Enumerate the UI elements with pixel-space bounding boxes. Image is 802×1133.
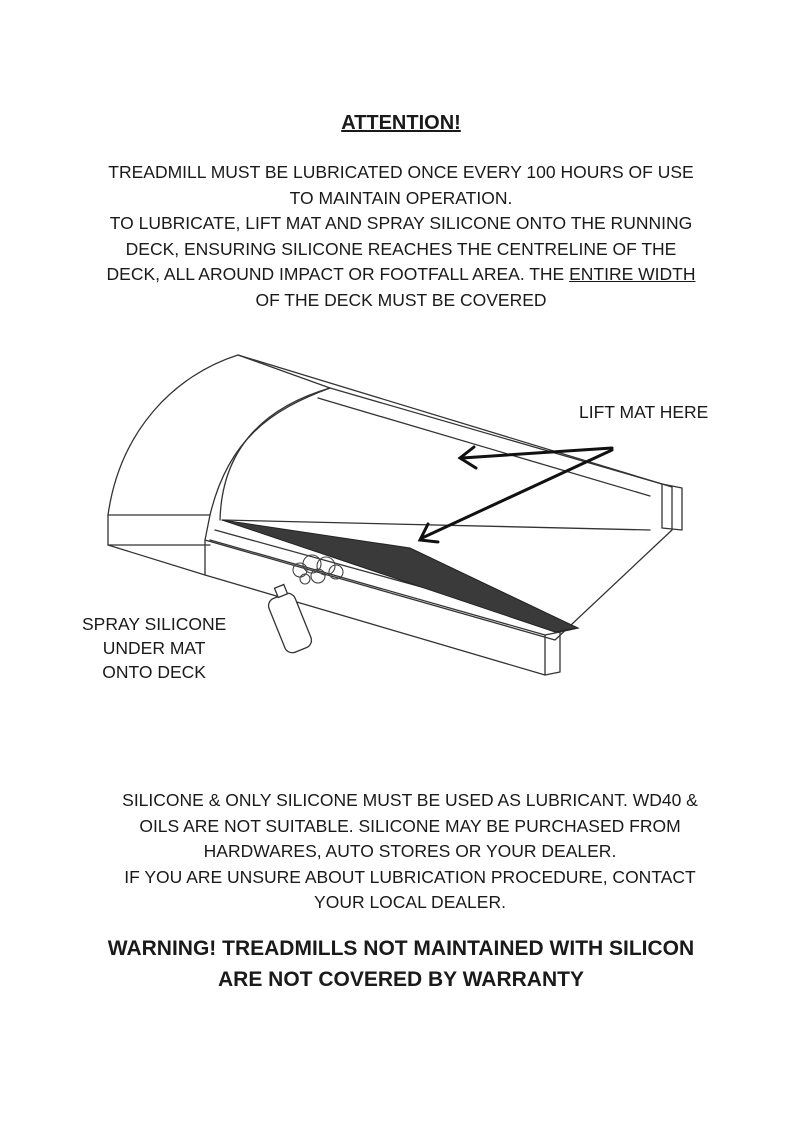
notice-line: HARDWARES, AUTO STORES OR YOUR DEALER. [203,841,617,861]
lifted-mat [220,388,330,520]
instruction-line: TO LUBRICATE, LIFT MAT AND SPRAY SILICONE ONTO THE RUNNING [109,213,693,233]
entire-width-emphasis: ENTIRE WIDTH [569,264,696,284]
lift-mat-label: LIFT MAT HERE [579,402,709,422]
instruction-line: TREADMILL MUST BE LUBRICATED ONCE EVERY 100 HOURS OF USE [108,162,694,182]
silicone-notice [70,788,750,916]
arrow-to-deck [422,450,612,538]
notice-line: OILS ARE NOT SUITABLE. SILICONE MAY BE PURCHASED FROM [139,815,681,836]
spray-label-line: UNDER MAT [102,638,206,658]
lubrication-instructions [60,160,742,313]
spray-silicone-label [82,612,226,684]
warning-line: WARNING! TREADMILLS NOT MAINTAINED WITH SILICON [107,937,695,960]
instruction-text: DECK, ALL AROUND IMPACT OR FOOTFALL AREA. THE [106,264,570,284]
warranty-warning [40,933,762,995]
spray-cloud [293,555,343,584]
notice-line: YOUR LOCAL DEALER. [314,892,506,912]
page-title: ATTENTION! [341,112,461,134]
warning-line: ARE NOT COVERED BY WARRANTY [218,968,584,991]
instruction-line [60,262,742,288]
notice-line: IF YOU ARE UNSURE ABOUT LUBRICATION PROCEDURE, CONTACT [124,866,696,887]
instruction-line: DECK, ENSURING SILICONE REACHES THE CENTRELINE OF THE [125,238,677,259]
instruction-line: TO MAINTAIN OPERATION. [289,187,513,208]
motor-hood-front [108,515,210,545]
spray-label-line: SPRAY SILICONE [82,614,227,634]
instruction-line: OF THE DECK MUST BE COVERED [255,289,547,310]
motor-hood [108,355,330,515]
notice-line: SILICONE & ONLY SILICONE MUST BE USED AS LUBRICANT. WD40 & [122,790,698,810]
arrow-to-rail [462,448,612,458]
spray-label-line: ONTO DECK [102,662,206,682]
